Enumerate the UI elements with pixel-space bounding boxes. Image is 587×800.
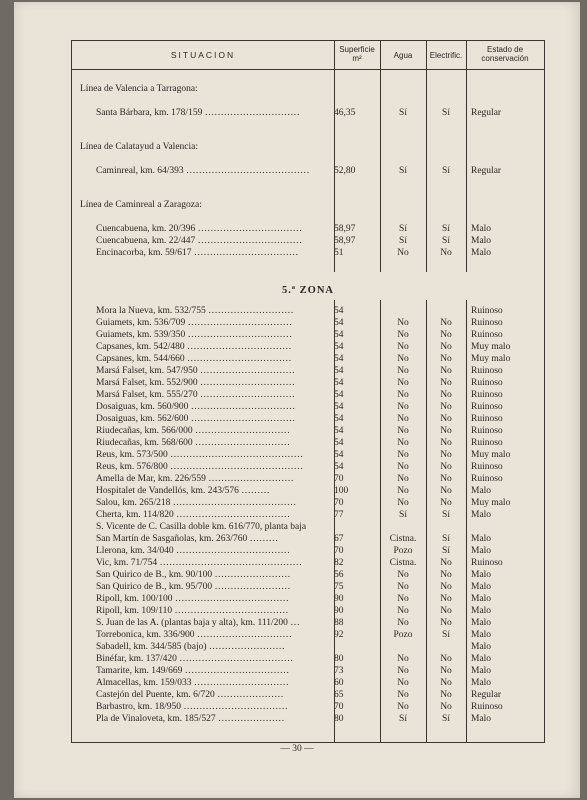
row-electrific: Sí [442, 108, 450, 118]
row-situacion: Torrebonica, km. 336/900 ………………………… [96, 630, 292, 640]
table-row [72, 401, 544, 413]
document-page [14, 2, 580, 798]
row-electrific: No [440, 378, 452, 388]
row-situacion: San Quirico de B., km. 95/700 …………………… [96, 582, 291, 592]
table-row [72, 473, 544, 485]
row-agua: Pozo [393, 630, 413, 640]
row-estado: Malo [471, 534, 492, 544]
row-electrific: No [440, 450, 452, 460]
row-superficie: 82 [334, 558, 344, 568]
table-row [72, 497, 544, 509]
row-superficie: 54 [334, 306, 344, 316]
row-agua: No [397, 462, 409, 472]
row-agua: No [397, 414, 409, 424]
table-row [72, 689, 544, 701]
row-electrific: No [440, 402, 452, 412]
row-electrific: No [440, 498, 452, 508]
row-electrific: Sí [442, 236, 450, 246]
row-superficie: 92 [334, 630, 344, 640]
row-agua: No [397, 690, 409, 700]
page-number: — 30 — [280, 744, 314, 754]
table-row [72, 485, 544, 497]
row-estado: Malo [471, 714, 492, 724]
row-estado: Ruinoso [471, 558, 503, 568]
row-agua: No [397, 582, 409, 592]
row-estado: Ruinoso [471, 462, 503, 472]
row-situacion: Llerona, km. 34/040 ……………………………… [96, 546, 290, 556]
row-electrific: Sí [442, 546, 450, 556]
row-agua: No [397, 618, 409, 628]
row-superficie: 54 [334, 366, 344, 376]
header-estado-line1: Estado de [486, 45, 524, 54]
row-superficie: 54 [334, 450, 344, 460]
row-superficie: 46,35 [334, 108, 356, 118]
row-estado: Ruinoso [471, 702, 503, 712]
row-agua: Cistna. [389, 534, 417, 544]
row-situacion: Caminreal, km. 64/393 ………………………………… [96, 166, 310, 176]
row-superficie: 88 [334, 618, 344, 628]
row-agua: No [397, 390, 409, 400]
table-row [72, 377, 544, 389]
row-agua: Pozo [393, 546, 413, 556]
row-electrific: No [440, 414, 452, 424]
row-electrific: No [440, 618, 452, 628]
row-electrific: No [440, 666, 452, 676]
row-agua: No [397, 426, 409, 436]
table-row [72, 641, 544, 653]
header-superficie [334, 45, 380, 63]
table-row [72, 557, 544, 569]
row-agua: No [397, 248, 409, 258]
header-situacion: SITUACION [170, 50, 236, 60]
row-electrific: No [440, 594, 452, 604]
row-superficie: 51 [334, 248, 344, 258]
table-row [72, 329, 544, 341]
row-situacion: Riudecañas, km. 568/600 ………………………… [96, 438, 290, 448]
row-estado: Malo [471, 570, 492, 580]
row-electrific: No [440, 570, 452, 580]
row-electrific: Sí [442, 534, 450, 544]
line-section-title: Línea de Valencia a Tarragona: [80, 84, 198, 94]
row-estado: Malo [471, 594, 492, 604]
row-superficie: 54 [334, 438, 344, 448]
table-row [72, 593, 544, 605]
row-superficie: 77 [334, 510, 344, 520]
row-agua: Sí [399, 236, 407, 246]
table-row [72, 533, 544, 545]
row-electrific: No [440, 678, 452, 688]
row-estado: Malo [471, 582, 492, 592]
row-estado: Malo [471, 486, 492, 496]
row-superficie: 54 [334, 402, 344, 412]
row-situacion: Almacellas, km. 159/033 ………………………… [96, 678, 289, 688]
row-electrific: No [440, 558, 452, 568]
row-situacion: Barbastro, km. 18/950 …………………………… [96, 702, 288, 712]
row-electrific: No [440, 462, 452, 472]
row-agua: No [397, 654, 409, 664]
row-situacion: Guiamets, km. 536/709 …………………………… [96, 318, 293, 328]
row-estado: Malo [471, 654, 492, 664]
table-row [72, 365, 544, 377]
row-agua: No [397, 606, 409, 616]
row-agua: Sí [399, 224, 407, 234]
row-situacion: Cherta, km. 114/820 ……………………………… [96, 510, 291, 520]
header-agua: Agua [393, 51, 413, 60]
row-agua: No [397, 330, 409, 340]
row-situacion: Reus, km. 576/800 …………………………………… [96, 462, 304, 472]
row-situacion: Vic, km. 71/754 ……………………………………… [96, 558, 303, 568]
table-row [72, 617, 544, 629]
row-superficie: 100 [334, 486, 349, 496]
table-row [72, 701, 544, 713]
row-superficie: 80 [334, 654, 344, 664]
row-estado: Muy malo [471, 354, 511, 364]
table-row [72, 461, 544, 473]
row-superficie: 70 [334, 474, 344, 484]
row-situacion: Capsanes, km. 542/480 …………………………… [96, 342, 292, 352]
table-row [72, 305, 544, 317]
table-row [72, 223, 544, 235]
table-row [72, 165, 544, 177]
row-estado: Malo [471, 678, 492, 688]
row-superficie: 70 [334, 702, 344, 712]
row-estado: Ruinoso [471, 378, 503, 388]
row-situacion: Salou, km. 265/218 ………………………………… [96, 498, 297, 508]
row-superficie: 70 [334, 546, 344, 556]
table-row [72, 353, 544, 365]
row-electrific: No [440, 354, 452, 364]
row-superficie: 58,97 [334, 236, 356, 246]
row-situacion: Santa Bárbara, km. 178/159 ………………………… [96, 108, 300, 118]
row-agua: No [397, 342, 409, 352]
row-agua: No [397, 450, 409, 460]
row-agua: No [397, 666, 409, 676]
header-superficie-label: Superficie [339, 45, 375, 54]
table-row [72, 449, 544, 461]
row-electrific: No [440, 318, 452, 328]
row-electrific: No [440, 438, 452, 448]
row-estado: Ruinoso [471, 390, 503, 400]
row-superficie: 70 [334, 498, 344, 508]
table-row [72, 425, 544, 437]
row-estado: Ruinoso [471, 474, 503, 484]
row-estado: Malo [471, 248, 492, 258]
row-superficie: 67 [334, 534, 344, 544]
row-agua: Sí [399, 510, 407, 520]
row-agua: No [397, 354, 409, 364]
row-superficie: 54 [334, 414, 344, 424]
header-electrific: Electrific. [429, 51, 463, 60]
row-superficie: 90 [334, 594, 344, 604]
table-row [72, 341, 544, 353]
row-electrific: No [440, 582, 452, 592]
row-situacion: S. Vicente de C. Casilla doble km. 616/770, planta baja [96, 522, 307, 532]
row-superficie: 90 [334, 606, 344, 616]
row-superficie: 54 [334, 354, 344, 364]
header-estado-line2: conservación [481, 54, 529, 63]
row-situacion: Encinacorba, km. 59/617 …………………………… [96, 248, 299, 258]
row-superficie: 80 [334, 714, 344, 724]
row-situacion: Cuencabuena, km. 22/447 …………………………… [96, 236, 303, 246]
row-agua: No [397, 702, 409, 712]
row-agua: Cistna. [389, 558, 417, 568]
line-section-title: Línea de Caminreal a Zaragoza: [80, 200, 202, 210]
table-row [72, 413, 544, 425]
row-agua: No [397, 366, 409, 376]
table-row [72, 569, 544, 581]
row-electrific: No [440, 390, 452, 400]
row-estado: Malo [471, 606, 492, 616]
row-estado: Ruinoso [471, 426, 503, 436]
row-superficie: 75 [334, 582, 344, 592]
row-superficie: 60 [334, 678, 344, 688]
row-situacion: Mora la Nueva, km. 532/755 ……………………… [96, 306, 294, 316]
row-superficie: 54 [334, 318, 344, 328]
row-estado: Ruinoso [471, 330, 503, 340]
row-situacion: Pla de Vinaloveta, km. 185/527 ………………… [96, 714, 285, 724]
row-estado: Malo [471, 224, 492, 234]
row-electrific: Sí [442, 510, 450, 520]
row-superficie: 73 [334, 666, 344, 676]
inventory-table [71, 40, 545, 743]
row-situacion: Capsanes, km. 544/660 …………………………… [96, 354, 292, 364]
row-estado: Regular [471, 166, 502, 176]
row-estado: Malo [471, 510, 492, 520]
row-electrific: No [440, 474, 452, 484]
row-estado: Malo [471, 618, 492, 628]
row-agua: No [397, 678, 409, 688]
zone-title: 5.ª ZONA [282, 285, 334, 296]
table-row [72, 235, 544, 247]
row-estado: Muy malo [471, 342, 511, 352]
row-situacion: Cuencabuena, km. 20/396 …………………………… [96, 224, 303, 234]
row-agua: Sí [399, 108, 407, 118]
row-electrific: No [440, 654, 452, 664]
row-electrific: Sí [442, 714, 450, 724]
row-estado: Ruinoso [471, 366, 503, 376]
table-row [72, 713, 544, 725]
row-electrific: No [440, 426, 452, 436]
row-superficie: 56 [334, 570, 344, 580]
row-agua: No [397, 594, 409, 604]
row-superficie: 65 [334, 690, 344, 700]
line-section-title: Línea de Calatayud a Valencia: [80, 142, 198, 152]
row-situacion: Dosaiguas, km. 562/600 …………………………… [96, 414, 296, 424]
row-estado: Ruinoso [471, 318, 503, 328]
row-superficie: 54 [334, 342, 344, 352]
row-superficie: 54 [334, 462, 344, 472]
row-situacion: Ripoll, km. 100/100 ……………………………… [96, 594, 289, 604]
row-situacion: San Martín de Sasgañolas, km. 263/760 ……… [96, 534, 279, 544]
row-agua: Sí [399, 166, 407, 176]
row-electrific: No [440, 486, 452, 496]
table-row [72, 545, 544, 557]
row-electrific: Sí [442, 224, 450, 234]
row-superficie: 52,80 [334, 166, 356, 176]
row-electrific: No [440, 342, 452, 352]
row-situacion: Ripoll, km. 109/110 ……………………………… [96, 606, 289, 616]
row-electrific: No [440, 248, 452, 258]
row-electrific: No [440, 690, 452, 700]
row-electrific: No [440, 330, 452, 340]
row-agua: No [397, 498, 409, 508]
row-situacion: Tamarite, km. 149/669 …………………………… [96, 666, 290, 676]
row-agua: No [397, 402, 409, 412]
row-situacion: Reus, km. 573/500 …………………………………… [96, 450, 304, 460]
row-agua: No [397, 318, 409, 328]
table-row [72, 581, 544, 593]
row-situacion: Marsá Falset, km. 547/950 ………………………… [96, 366, 295, 376]
header-estado [466, 45, 544, 63]
row-agua: Sí [399, 714, 407, 724]
row-superficie: 54 [334, 378, 344, 388]
row-situacion: Marsá Falset, km. 555/270 ………………………… [96, 390, 295, 400]
row-superficie: 54 [334, 330, 344, 340]
row-estado: Malo [471, 546, 492, 556]
row-estado: Regular [471, 108, 502, 118]
row-estado: Ruinoso [471, 306, 503, 316]
table-row [72, 665, 544, 677]
table-row [72, 437, 544, 449]
row-situacion: Sabadell, km. 344/585 (bajo) …………………… [96, 642, 285, 652]
row-agua: No [397, 378, 409, 388]
row-electrific: No [440, 702, 452, 712]
row-situacion: Guiamets, km. 539/350 …………………………… [96, 330, 293, 340]
row-estado: Ruinoso [471, 414, 503, 424]
row-situacion: Hospitalet de Vandellós, km. 243/576 ……… [96, 486, 270, 496]
row-situacion: Amella de Mar, km. 226/559 ……………………… [96, 474, 294, 484]
table-row [72, 247, 544, 259]
row-agua: No [397, 474, 409, 484]
table-row [72, 389, 544, 401]
row-estado: Malo [471, 642, 492, 652]
table-row [72, 653, 544, 665]
row-estado: Malo [471, 666, 492, 676]
row-electrific: Sí [442, 630, 450, 640]
row-agua: No [397, 570, 409, 580]
row-agua: No [397, 486, 409, 496]
table-row [72, 629, 544, 641]
row-electrific: No [440, 606, 452, 616]
row-electrific: Sí [442, 166, 450, 176]
row-estado: Ruinoso [471, 438, 503, 448]
row-agua: No [397, 438, 409, 448]
row-superficie: 54 [334, 390, 344, 400]
row-situacion: Dosaiguas, km. 560/900 …………………………… [96, 402, 296, 412]
row-electrific: No [440, 366, 452, 376]
row-estado: Muy malo [471, 498, 511, 508]
row-estado: Regular [471, 690, 502, 700]
row-superficie: 54 [334, 426, 344, 436]
row-situacion: San Quirico de B., km. 90/100 …………………… [96, 570, 291, 580]
row-superficie: 58,97 [334, 224, 356, 234]
table-header [72, 40, 544, 70]
row-estado: Ruinoso [471, 402, 503, 412]
row-estado: Muy malo [471, 450, 511, 460]
table-row [72, 317, 544, 329]
table-row [72, 107, 544, 119]
row-situacion: Riudecañas, km. 566/000 ………………………… [96, 426, 290, 436]
row-situacion: Marsá Falset, km. 552/900 ………………………… [96, 378, 295, 388]
row-situacion: S. Juan de las A. (plantas baja y alta), km. 111/200 … [96, 618, 300, 628]
row-situacion: Binéfar, km. 137/420 ……………………………… [96, 654, 294, 664]
table-row [72, 509, 544, 521]
table-row [72, 677, 544, 689]
row-situacion: Castejón del Puente, km. 6/720 ………………… [96, 690, 284, 700]
row-estado: Malo [471, 236, 492, 246]
header-superficie-unit: m² [352, 54, 362, 63]
row-estado: Malo [471, 630, 492, 640]
table-row [72, 521, 544, 533]
table-row [72, 605, 544, 617]
